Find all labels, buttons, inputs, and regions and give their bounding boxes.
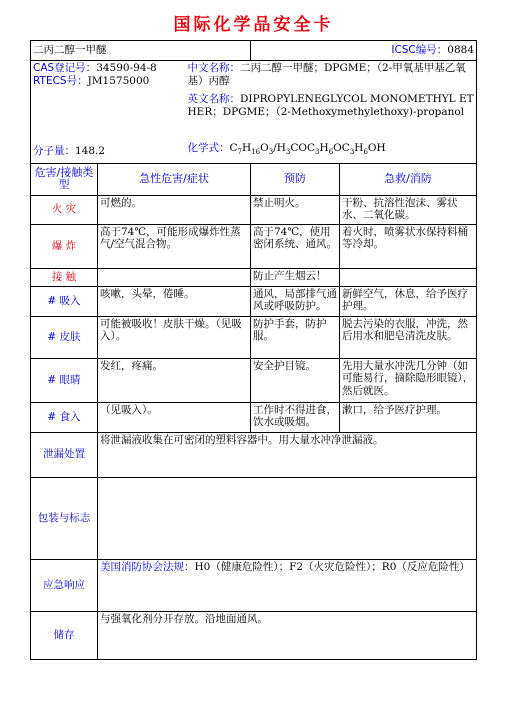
card-title: 国际化学品安全卡 xyxy=(173,15,334,35)
formula-subscript: 3 xyxy=(315,148,320,157)
formula-subscript: 6 xyxy=(363,148,368,157)
col-aid-header: 急救/消防 xyxy=(340,163,477,195)
table-row xyxy=(31,195,477,224)
row-prevent: 高于74℃，使用密闭系统、通风。 xyxy=(251,224,340,268)
emergency-row xyxy=(31,559,477,611)
formula-element: O xyxy=(260,142,269,155)
row-type: # 眼睛 xyxy=(31,358,98,402)
row-acute: 咳嗽，头晕，倦睡。 xyxy=(98,286,251,316)
formula-element: /H xyxy=(273,142,286,155)
table-row xyxy=(31,286,477,316)
row-type: 火 灾 xyxy=(31,195,98,224)
chemical-formula xyxy=(229,142,386,157)
formula-element: OH xyxy=(367,142,386,155)
row-aid: 漱口，给予医疗护理。 xyxy=(340,402,477,432)
leak-label: 泄漏处置 xyxy=(31,432,98,477)
rtecs-value: JM1575000 xyxy=(87,74,150,87)
row-aid: 先用大量水冲洗几分钟（如可能易行，摘除隐形眼镜），然后就医。 xyxy=(340,358,477,402)
leak-row xyxy=(31,432,477,477)
cn-name-line xyxy=(188,62,475,87)
row-acute: 发红，疼痛。 xyxy=(98,358,251,402)
col-acute-header: 急性危害/症状 xyxy=(98,163,251,195)
row-acute: 可燃的。 xyxy=(98,195,251,224)
chemical-name-header: 二丙二醇一甲醚 xyxy=(31,41,251,61)
table-row xyxy=(31,316,477,358)
nfpa-label: 美国消防协会法规： xyxy=(100,560,195,573)
mw-value: 148.2 xyxy=(75,144,106,157)
cn-name-label: 中文名称： xyxy=(187,62,240,74)
row-acute: （见吸入）。 xyxy=(98,402,251,432)
row-aid: 脱去污染的衣服，冲洗，然后用水和肥皂清洗皮肤。 xyxy=(340,316,477,358)
pack-row xyxy=(31,477,477,559)
row-aid xyxy=(340,268,477,286)
row-type: # 食入 xyxy=(31,402,98,432)
emergency-text xyxy=(98,559,477,611)
storage-label: 储存 xyxy=(31,611,98,659)
row-acute xyxy=(98,268,251,286)
row-type: # 皮肤 xyxy=(31,316,98,358)
identifiers-row xyxy=(31,61,477,140)
col-type-header: 危害/接触类型 xyxy=(31,163,98,195)
rtecs-label: RTECS号： xyxy=(33,74,88,87)
en-name-label: 英文名称： xyxy=(187,93,240,105)
en-name-line xyxy=(188,93,475,118)
pack-label: 包装与标志 xyxy=(31,477,98,559)
safety-card-table xyxy=(30,40,477,660)
row-prevent: 通风，局部排气通风或呼吸防护。 xyxy=(251,286,340,316)
row-acute: 高于74℃，可能形成爆炸性蒸气/空气混合物。 xyxy=(98,224,251,268)
emergency-label: 应急响应 xyxy=(31,559,98,611)
row-type: 接 触 xyxy=(31,268,98,286)
formula-subscript: 3 xyxy=(349,148,355,157)
formula-element: H xyxy=(242,142,252,155)
cas-value: 34590-94-8 xyxy=(96,62,157,74)
table-row xyxy=(31,402,477,432)
mw-label: 分子量： xyxy=(33,144,75,157)
column-header-row xyxy=(31,163,477,195)
formula-subscript: 7 xyxy=(237,148,243,157)
cas-label: CAS登记号： xyxy=(33,62,97,74)
row-prevent: 防止产生烟云！ xyxy=(251,268,340,286)
formula-element: COC xyxy=(290,142,316,155)
formula-label: 化学式： xyxy=(187,142,230,155)
formula-row xyxy=(31,139,477,163)
leak-text: 将泄漏液收集在可密闭的塑料容器中。用大量水冲净泄漏液。 xyxy=(98,432,477,477)
icsc-label: ICSC编号： xyxy=(391,44,448,57)
row-type: 爆 炸 xyxy=(31,224,98,268)
rtecs-line xyxy=(33,75,184,88)
col-prevent-header: 预防 xyxy=(251,163,340,195)
formula-subscript: 6 xyxy=(328,148,334,157)
formula-subscript: 3 xyxy=(285,148,291,157)
row-aid: 干粉、抗溶性泡沫、雾状水、二氧化碳。 xyxy=(340,195,477,224)
storage-row xyxy=(31,611,477,659)
icsc-number xyxy=(251,41,477,61)
pack-text xyxy=(98,477,477,559)
cas-line xyxy=(33,62,184,75)
row-prevent: 工作时不得进食，饮水或吸烟。 xyxy=(251,402,340,432)
row-type: # 吸入 xyxy=(31,286,98,316)
row-prevent: 防护手套，防护服。 xyxy=(251,316,340,358)
row-prevent: 安全护目镜。 xyxy=(251,358,340,402)
cn-name-value: 二丙二醇一甲醚；DPGME；（2-甲氧基甲基乙氧基）丙醇 xyxy=(187,62,466,87)
table-row xyxy=(31,224,477,268)
row-acute: 可能被吸收！皮肤干燥。（见吸入）。 xyxy=(98,316,251,358)
formula-element: H xyxy=(354,142,364,155)
icsc-value: 0884 xyxy=(447,44,475,57)
formula-element: OC xyxy=(333,142,350,155)
table-row xyxy=(31,358,477,402)
en-name-value: DIPROPYLENEGLYCOL MONOMETHYL ETHER；DPGME；（2-Methoxymethylethoxy)-propanol xyxy=(187,93,474,118)
row-aid: 着火时，喷雾状水保持料桶等冷却。 xyxy=(340,224,477,268)
formula-subscript: 3 xyxy=(268,148,274,157)
formula-subscript: 16 xyxy=(251,148,261,157)
formula-element: H xyxy=(319,142,329,155)
row-prevent: 禁止明火。 xyxy=(251,195,340,224)
table-row xyxy=(31,268,477,286)
storage-text: 与强氧化剂分开存放。沿地面通风。 xyxy=(98,611,477,659)
nfpa-value: H0（健康危险性）；F2（火灾危险性）；R0（反应危险性） xyxy=(194,560,470,573)
formula-element: C xyxy=(229,142,238,155)
row-aid: 新鲜空气，休息，给予医疗护理。 xyxy=(340,286,477,316)
